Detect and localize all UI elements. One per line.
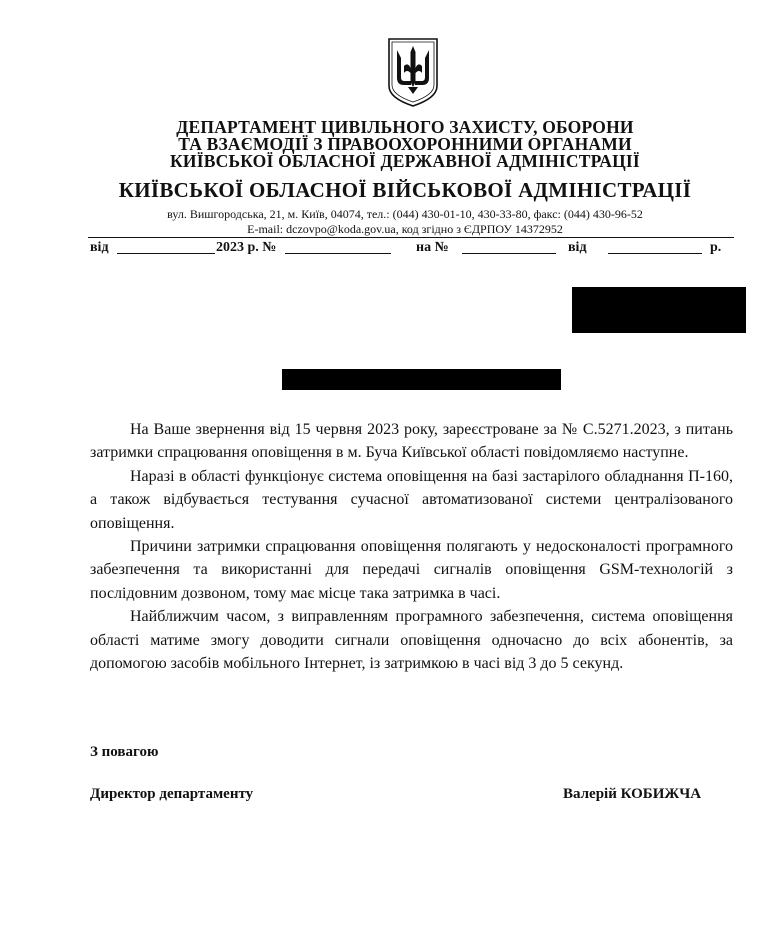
year-label: 2023 р. № [216, 240, 277, 255]
header-line-3: КИЇВСЬКОЇ ОБЛАСНОЇ ДЕРЖАВНОЇ АДМІНІСТРАЦІЇ [170, 151, 640, 171]
address: вул. Вишгородська, 21, м. Київ, 04074, тел.: (044) 430-01-10, 430-33-80, факс: (044) 430-96-52 [167, 207, 643, 221]
to-number-label: на № [416, 240, 449, 255]
from2-label: від [568, 240, 587, 255]
paragraph-3: Причини затримки спрацювання оповіщення полягають у недосконалості програмного забезпечення та використанні для передачі сигналів оповіщення GSM-технологій з послідовним дозвоном, тому має місце така затримка в часі. [90, 538, 733, 602]
redacted-salutation [282, 369, 561, 390]
redacted-recipient [572, 287, 746, 333]
header-divider [88, 237, 734, 238]
incoming-number-blank [462, 240, 556, 259]
registration-line [90, 240, 730, 260]
year-suffix: р. [710, 240, 722, 255]
paragraph-1: На Ваше звернення від 15 червня 2023 року, зареєстроване за № С.5271.2023, з питань затримки спрацювання оповіщення в м. Буча Київської області повідомляємо наступне. [90, 421, 733, 462]
number-blank [285, 240, 391, 259]
date-blank [117, 240, 215, 259]
from-label: від [90, 240, 109, 255]
signer-name: Валерій КОБИЖЧА [563, 786, 702, 802]
letter-body [90, 418, 733, 675]
email: E-mail: dczovpo@koda.gov.ua, код згідно з ЄДРПОУ 14372952 [247, 222, 563, 236]
incoming-date-blank [608, 240, 702, 259]
header-line-1: ДЕПАРТАМЕНТ ЦИВІЛЬНОГО ЗАХИСТУ, ОБОРОНИ [176, 117, 634, 137]
administration-name: КИЇВСЬКОЇ ОБЛАСНОЇ ВІЙСЬКОВОЇ АДМІНІСТРАЦІЇ [118, 178, 692, 202]
tryzub-coat-of-arms-icon [386, 36, 440, 108]
paragraph-2: Наразі в області функціонує система оповіщення на базі застарілого обладнання П-160, а також відбувається тестування сучасної автоматизованої системи централізованого оповіщення. [90, 467, 733, 532]
signer-position: Директор департаменту [90, 786, 254, 802]
contact-info [80, 207, 730, 237]
department-name [80, 119, 730, 170]
closing: З повагою [90, 744, 159, 760]
paragraph-4: Найближчим часом, з виправленням програмного забезпечення, система оповіщення області матиме змогу доводити сигнали оповіщення одночасно до всіх абонентів, за допомогою засобів мобільного Інтернет, із затримкою в часі від 3 до 5 секунд. [90, 608, 733, 673]
header-line-2: ТА ВЗАЄМОДІЇ З ПРАВООХОРОННИМИ ОРГАНАМИ [178, 134, 632, 154]
